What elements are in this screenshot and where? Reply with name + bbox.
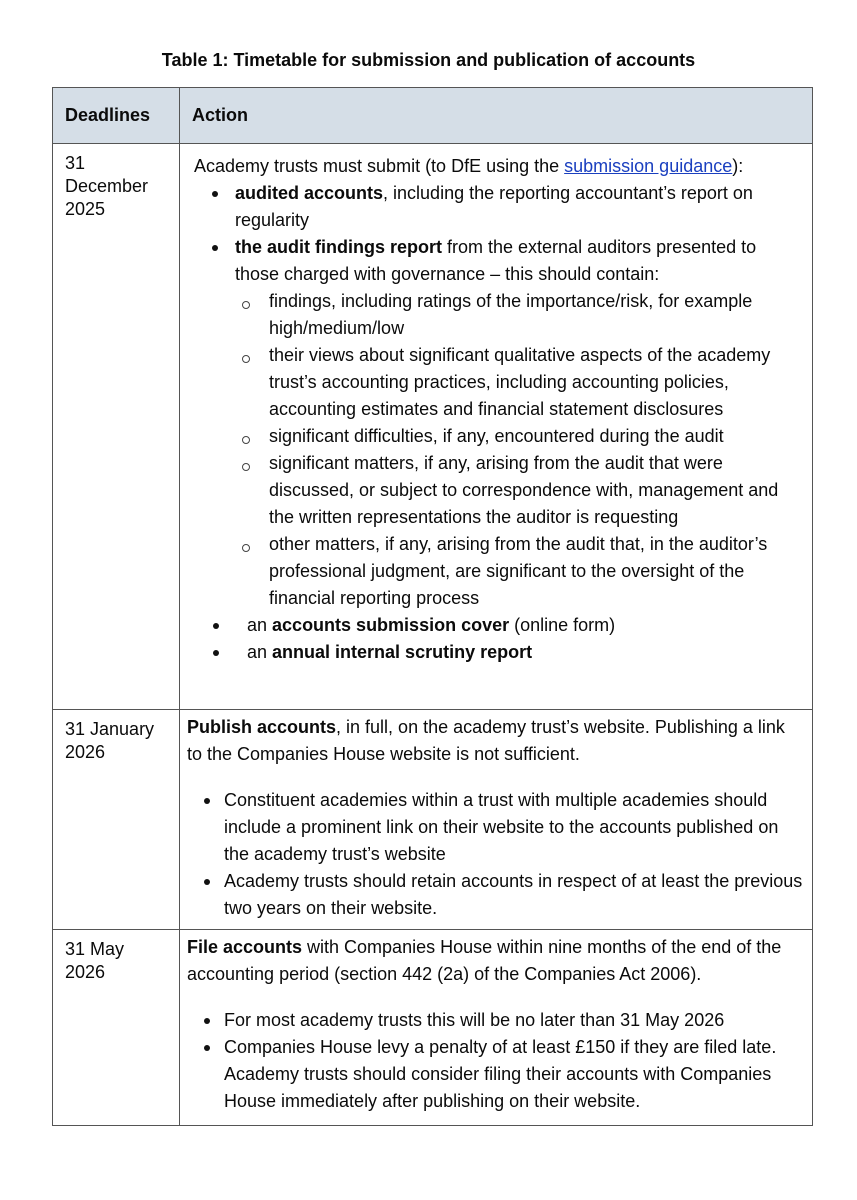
table-row	[53, 144, 813, 710]
table-header-row	[53, 88, 813, 144]
circle-bullet-icon	[242, 355, 250, 363]
sub-list-item: significant matters, if any, arising from the audit that were discussed, or subject to correspondence with, management and the written representations the auditor is requesting	[235, 450, 804, 531]
list-item: an accounts submission cover (online form)	[187, 612, 804, 639]
sub-list-item: findings, including ratings of the importance/risk, for example high/medium/low	[235, 288, 804, 342]
timetable-table	[52, 87, 813, 1126]
audit-findings-sublist	[235, 288, 804, 612]
list-item: Academy trusts should retain accounts in respect of at least the previous two years on their website.	[187, 868, 804, 922]
submit-intro: Academy trusts must submit (to DfE using the submission guidance):	[194, 156, 744, 176]
list-item: For most academy trusts this will be no later than 31 May 2026	[187, 1007, 804, 1034]
action-cell	[180, 710, 813, 930]
bullet-icon	[213, 650, 219, 656]
submission-list-extra	[187, 612, 804, 666]
bullet-icon	[204, 1045, 210, 1051]
bullet-icon	[212, 245, 218, 251]
circle-bullet-icon	[242, 544, 250, 552]
submission-list	[187, 180, 804, 612]
table-row	[53, 710, 813, 930]
list-item: audited accounts, including the reporting accountant’s report on regularity	[187, 180, 804, 234]
table-caption: Table 1: Timetable for submission and publication of accounts	[161, 50, 696, 70]
action-cell	[180, 144, 813, 710]
header-deadlines: Deadlines	[53, 88, 180, 144]
bullet-icon	[213, 623, 219, 629]
action-cell	[180, 930, 813, 1126]
sub-list-item: significant difficulties, if any, encountered during the audit	[235, 423, 804, 450]
circle-bullet-icon	[242, 436, 250, 444]
sub-list-item: other matters, if any, arising from the audit that, in the auditor’s professional judgment, are significant to the oversight of the financial reporting process	[235, 531, 804, 612]
circle-bullet-icon	[242, 301, 250, 309]
list-item: Constituent academies within a trust with multiple academies should include a prominent link on their website to the accounts published on the academy trust’s website	[187, 787, 804, 868]
bullet-icon	[204, 879, 210, 885]
header-action: Action	[180, 88, 813, 144]
circle-bullet-icon	[242, 463, 250, 471]
publish-list	[187, 787, 804, 922]
deadline-cell: 31 December 2025	[53, 144, 180, 710]
deadline-cell: 31 January 2026	[53, 710, 180, 930]
bullet-icon	[204, 798, 210, 804]
bullet-icon	[204, 1018, 210, 1024]
table-row	[53, 930, 813, 1126]
file-list	[187, 1007, 804, 1115]
submission-guidance-link[interactable]: submission guidance	[564, 156, 733, 176]
publish-lead: Publish accounts, in full, on the academy trust’s website. Publishing a link to the Companies House website is not sufficient.	[187, 717, 785, 764]
list-item: Companies House levy a penalty of at least £150 if they are filed late. Academy trusts should consider filing their accounts with Companies House immediately after publishing on their website.	[187, 1034, 804, 1115]
list-item: an annual internal scrutiny report	[187, 639, 804, 666]
bullet-icon	[212, 191, 218, 197]
list-item: the audit findings report from the external auditors presented to those charged with governance – this should contain: findings, including ratings of the importance/risk, for example high/medium/low their views about significant qualitative aspects of the academy trust’s accounting practices, including accounting policies, accounting estimates and financial statement disclosures significant difficulties, if any, encountered during the audit significant matters, if any, arising from the audit that were discussed, or subject to correspondence with, management and the written representations the auditor is requesting other matters, if any, arising from the audit that, in the auditor’s professional judgment, are significant to the oversight of the financial reporting process	[187, 234, 804, 612]
file-lead: File accounts with Companies House within nine months of the end of the accounting period (section 442 (2a) of the Companies Act 2006).	[187, 937, 782, 984]
sub-list-item: their views about significant qualitative aspects of the academy trust’s accounting practices, including accounting policies, accounting estimates and financial statement disclosures	[235, 342, 804, 423]
deadline-cell: 31 May 2026	[53, 930, 180, 1126]
